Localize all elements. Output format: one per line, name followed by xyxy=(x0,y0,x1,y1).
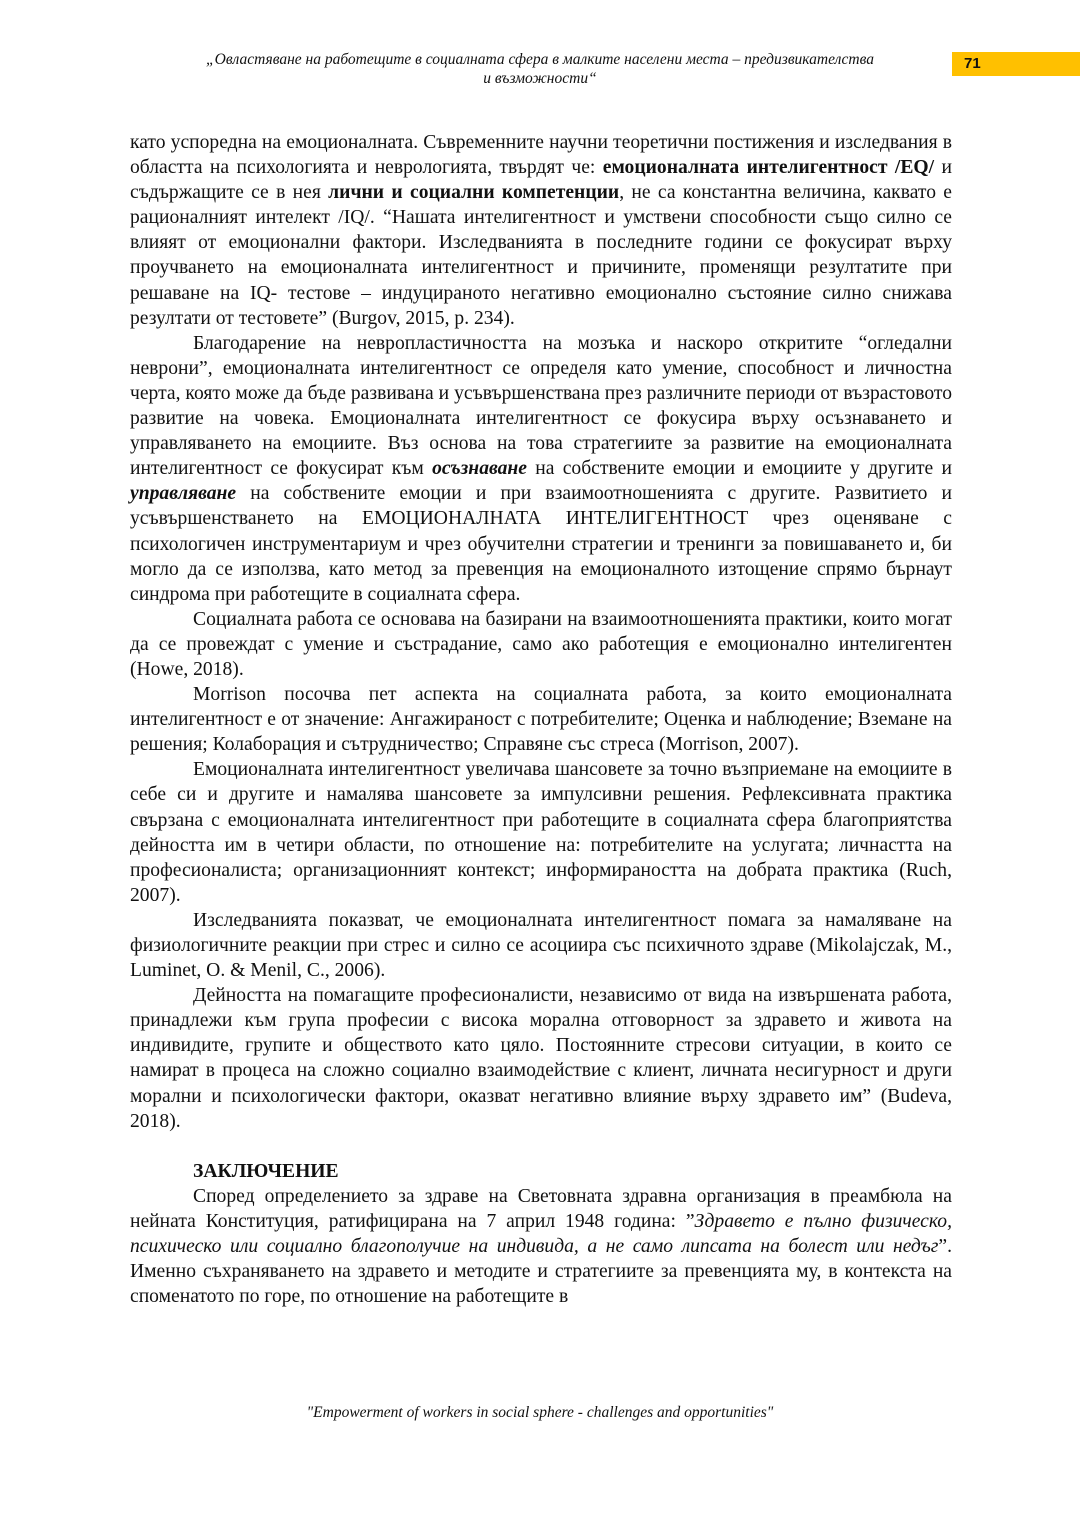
paragraph-2-text-b: на собствените емоции и емоциите у другите и xyxy=(526,458,952,480)
paragraph-1-text-c: и съдържащите се в нея xyxy=(130,157,952,204)
conclusion-heading: ЗАКЛЮЧЕНИЕ xyxy=(193,1160,339,1182)
paragraph-8-who-definition: Здравето е пълно физическо, психическо или социално благополучие на индивида, а не само липсата на болест или недъг xyxy=(130,1210,952,1258)
running-footer: "Empowerment of workers in social sphere - challenges and opportunities" xyxy=(306,1404,774,1421)
paragraph-2-emphasis-awareness: осъзнаване xyxy=(432,458,527,480)
page-number-badge xyxy=(952,52,1080,76)
paragraph-1-text-a: като успоредна на емоционалната. Съвременните научни теоретични постижения и изследвания в областта на психологията и неврологията, твърдят че: xyxy=(130,132,952,179)
paragraph-1-bold-eq: емоционалната интелигентност /EQ/ xyxy=(602,157,935,179)
page-number: 71 xyxy=(964,55,981,72)
header-title-line-1: „Овластяване на работещите в социалната сфера в малките населени места – предизвикателства xyxy=(206,51,874,68)
header-title-line-2: и възможности“ xyxy=(483,70,597,87)
paragraph-1-text-d: , не са константна величина, каквато е рационалният интелект /IQ/. “Нашата интелигентност и умствени способности също силно се влияят от емоционални фактори. Изследванията в последните години се фокусират върху проучването на емоционалната интелигентност и причините, променящи резултатите при решаване на IQ- тестове – индуцираното негативно емоционално състояние силно снижава резултати от тестовете” (Burgov, 2015, p. 234). xyxy=(130,182,953,329)
paragraph-2 xyxy=(130,331,952,607)
paragraph-4: Morrison посочва пет аспекта на социалната работа, за които емоционалната интелигентност е от значение: Ангажираност с потребителите; Оценка и наблюдение; Вземане на решения; Колаборация и сътрудничество; Справяне със стреса (Morrison, 2007). xyxy=(130,684,952,756)
paragraph-7: Дейността на помагащите професионалисти, независимо от вида на извършената работа, принадлежи към група професии с висока морална отговорност за здравето и живота на индивидите, групите и обществото като цяло. Постоянните стресови ситуации, в които се намират в процеса на сложно социално взаимодействие с клиент, личната несигурност и други морални и психологически фактори, оказват негативно влияние върху здравето им” (Budeva, 2018). xyxy=(130,985,952,1132)
paragraph-3: Социалната работа се основава на базирани на взаимоотношенията практики, които могат да се провеждат с умение и състрадание, само ако работещия е емоционално интелигентен (Howe, 2018). xyxy=(130,608,952,680)
paragraph-1 xyxy=(130,130,952,331)
body-text xyxy=(130,130,952,1309)
paragraph-8-text-b: ”. Именно съхраняването на здравето и методите и стратегиите за превенцията му, в контекста на споменатото по горе, по отношение на работещите в xyxy=(130,1236,952,1308)
paragraph-8-text-a: Според определението за здраве на Световната здравна организация в преамбюла на нейната Конституция, ратифицирана на 7 април 1948 година: ” xyxy=(130,1185,952,1232)
paragraph-2-text-a: Благодарение на невропластичността на мозъка и наскоро откритите “огледални неврони”, емоционалната интелигентност се определя като умение, способност и личностна черта, която може да бъде развивана и усъвършенствана през различните периоди от възрастовото развитие на човека. Емоционалната интелигентност се фокусира върху осъзнаването и управляването на емоциите. Въз основа на това стратегиите за развитие на емоционалната интелигентност се фокусират към xyxy=(130,332,952,480)
paragraph-2-text-c: на собствените емоции и при взаимоотношенията с другите. Развитието и усъвършенстването на ЕМОЦИОНАЛНАТА ИНТЕЛИГЕНТНОСТ чрез оценяване с психологичен инструментариум и чрез обучителни стратегии и тренинги за повишаването и, би могло да се използва, като метод за превенция на емоционалното изтощение спрямо бърнаут синдрома при работещите в социалната сфера. xyxy=(130,483,952,605)
running-header xyxy=(130,50,950,88)
paragraph-5: Емоционалната интелигентност увеличава шансовете за точно възприемане на емоциите в себе си и другите и намалява шансовете за импулсивни решения. Рефлексивната практика свързана с емоционалната интелигентност при работещите в социалната сфера благоприятства дейността им в четири области, по отношение на: потребителите на услугата; личнастта на професионалиста; организационният контекст; информираността на добрата практика (Ruch, 2007). xyxy=(130,759,952,906)
paragraph-8 xyxy=(130,1184,952,1309)
paragraph-2-emphasis-management: управляване xyxy=(130,483,237,505)
paragraph-6: Изследванията показват, че емоционалната интелигентност помага за намаляване на физиологичните реакции при стрес и силно се асоциира със психичното здраве (Mikolajczak, M., Luminet, O. & Menil, C., 2006). xyxy=(130,909,952,982)
paragraph-1-bold-competences: лични и социални компетенции xyxy=(328,182,620,204)
